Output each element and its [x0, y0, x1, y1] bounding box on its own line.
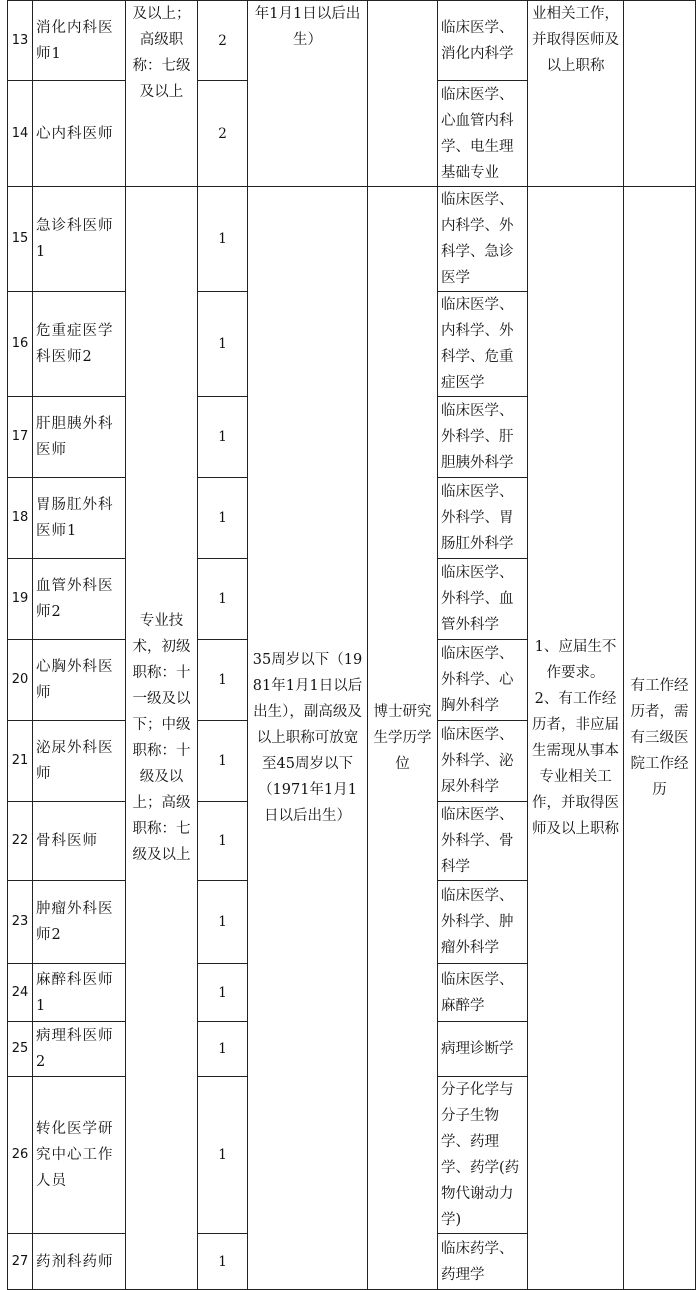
- row-number: 13: [8, 1, 33, 81]
- position-name: 心内科医师: [33, 81, 126, 187]
- major-requirement: 临床医学、外科学、泌尿外科学: [438, 721, 528, 802]
- major-requirement: 临床医学、内科学、外科学、急诊医学: [438, 187, 528, 292]
- title-requirement: 及以上；高级职称：七级及以上: [126, 1, 198, 187]
- position-name: 麻醉科医师1: [33, 964, 126, 1022]
- education-requirement: [368, 1, 438, 187]
- table-row: [8, 1, 696, 81]
- position-name: 肝胆胰外科医师: [33, 397, 126, 478]
- row-number: 17: [8, 397, 33, 478]
- position-name: 心胸外科医师: [33, 640, 126, 721]
- position-name: 转化医学研究中心工作人员: [33, 1077, 126, 1234]
- position-name: 急诊科医师1: [33, 187, 126, 292]
- headcount: 2: [198, 1, 248, 81]
- experience-requirement: 有工作经历者，需有三级医院工作经历: [624, 187, 696, 1290]
- major-requirement: 临床医学、外科学、骨科学: [438, 802, 528, 881]
- headcount: 1: [198, 187, 248, 292]
- headcount: 2: [198, 81, 248, 187]
- major-requirement: 临床医学、外科学、胃肠肛外科学: [438, 478, 528, 559]
- headcount: 1: [198, 802, 248, 881]
- row-number: 22: [8, 802, 33, 881]
- major-requirement: 临床医学、消化内科学: [438, 1, 528, 81]
- row-number: 26: [8, 1077, 33, 1234]
- other-requirement: 1、应届生不作要求。 2、有工作经历者，非应届生需现从事本专业相关工作，并取得医师及以上职称: [528, 187, 624, 1290]
- position-name: 病理科医师2: [33, 1022, 126, 1077]
- headcount: 1: [198, 1077, 248, 1234]
- row-number: 25: [8, 1022, 33, 1077]
- position-name: 消化内科医师1: [33, 1, 126, 81]
- row-number: 24: [8, 964, 33, 1022]
- headcount: 1: [198, 1234, 248, 1290]
- row-number: 20: [8, 640, 33, 721]
- headcount: 1: [198, 964, 248, 1022]
- position-name: 骨科医师: [33, 802, 126, 881]
- position-name: 危重症医学科医师2: [33, 292, 126, 397]
- position-name: 肿瘤外科医师2: [33, 881, 126, 964]
- headcount: 1: [198, 478, 248, 559]
- major-requirement: 临床医学、外科学、心胸外科学: [438, 640, 528, 721]
- major-requirement: 临床医学、麻醉学: [438, 964, 528, 1022]
- position-name: 泌尿外科医师: [33, 721, 126, 802]
- position-name: 胃肠肛外科医师1: [33, 478, 126, 559]
- row-number: 14: [8, 81, 33, 187]
- headcount: 1: [198, 559, 248, 640]
- major-requirement: 分子化学与分子生物学、药理学、药学(药物代谢动力学): [438, 1077, 528, 1234]
- table-row: [8, 187, 696, 292]
- major-requirement: 临床医学、心血管内科学、电生理基础专业: [438, 81, 528, 187]
- row-number: 16: [8, 292, 33, 397]
- experience-requirement: [624, 1, 696, 187]
- other-requirement: 业相关工作，并取得医师及以上职称: [528, 1, 624, 187]
- major-requirement: 临床医学、外科学、肿瘤外科学: [438, 881, 528, 964]
- row-number: 21: [8, 721, 33, 802]
- headcount: 1: [198, 1022, 248, 1077]
- age-requirement: 年1月1日以后出生）: [248, 1, 368, 187]
- headcount: 1: [198, 721, 248, 802]
- title-requirement: 专业技术，初级职称：十一级及以下；中级职称：十级及以上；高级职称：七级及以上: [126, 187, 198, 1290]
- major-requirement: 临床药学、药理学: [438, 1234, 528, 1290]
- education-requirement: 博士研究生学历学位: [368, 187, 438, 1290]
- major-requirement: 临床医学、外科学、肝胆胰外科学: [438, 397, 528, 478]
- row-number: 18: [8, 478, 33, 559]
- recruitment-table: [7, 0, 696, 1290]
- headcount: 1: [198, 397, 248, 478]
- row-number: 15: [8, 187, 33, 292]
- age-requirement: 35周岁以下（1981年1月1日以后出生），副高级及以上职称可放宽至45周岁以下（1971年1月1日以后出生）: [248, 187, 368, 1290]
- major-requirement: 临床医学、外科学、血管外科学: [438, 559, 528, 640]
- headcount: 1: [198, 881, 248, 964]
- headcount: 1: [198, 292, 248, 397]
- row-number: 27: [8, 1234, 33, 1290]
- major-requirement: 病理诊断学: [438, 1022, 528, 1077]
- row-number: 19: [8, 559, 33, 640]
- position-name: 血管外科医师2: [33, 559, 126, 640]
- major-requirement: 临床医学、内科学、外科学、危重症医学: [438, 292, 528, 397]
- row-number: 23: [8, 881, 33, 964]
- position-name: 药剂科药师: [33, 1234, 126, 1290]
- headcount: 1: [198, 640, 248, 721]
